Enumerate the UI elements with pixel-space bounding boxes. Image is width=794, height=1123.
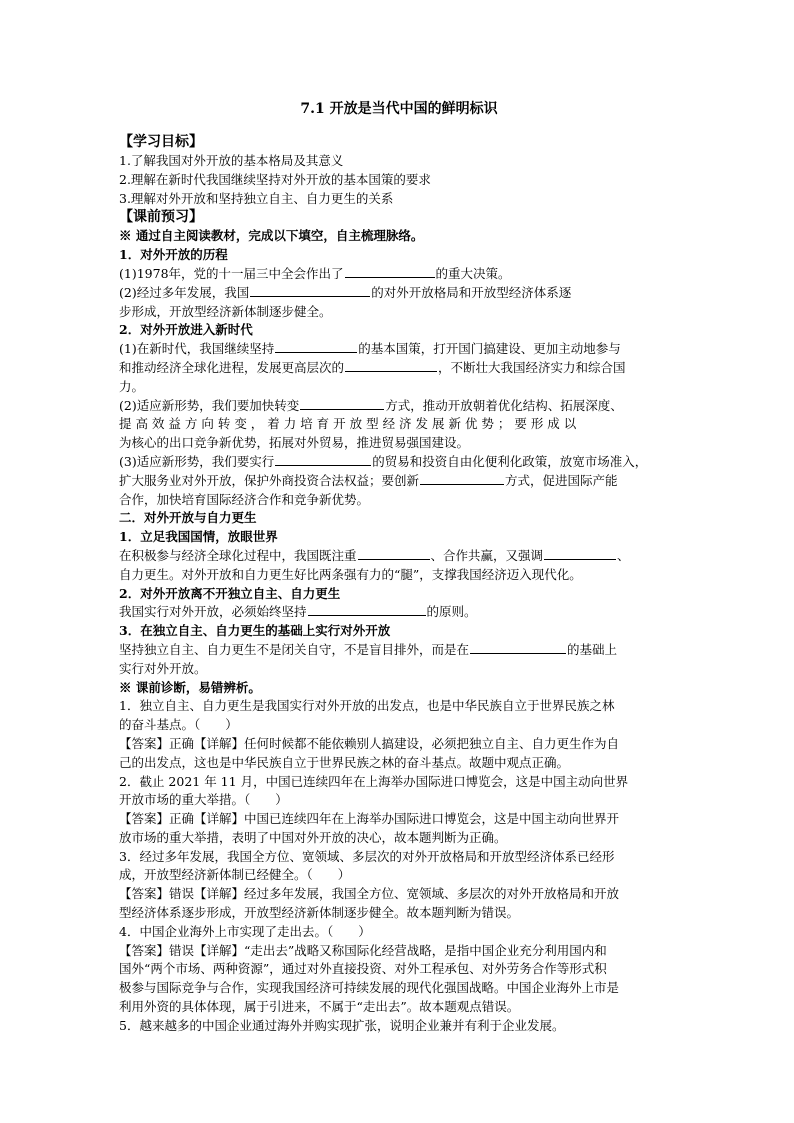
diagnosis-line: 1．独立自主、自力更生是我国实行对外开放的出发点，也是中华民族自立于世界民族之林 — [119, 698, 615, 714]
fill-in-line: 扩大服务业对外开放，保护外商投资合法权益；要创新 方式，促进国际产能 — [119, 472, 618, 488]
preview-intro: ※ 通过自主阅读教材，完成以下填空，自主梳理脉络。 — [119, 228, 424, 244]
objective-item: 3.理解对外开放和坚持独立自主、自力更生的关系 — [119, 190, 394, 206]
answer-blank[interactable] — [275, 340, 357, 353]
section-title: 2．对外开放离不开独立自主、自力更生 — [119, 585, 341, 601]
fill-in-line: 我国实行对外开放，必须始终坚持 的原则。 — [119, 604, 477, 620]
answer-blank[interactable] — [308, 603, 426, 616]
answer-blank[interactable] — [420, 472, 504, 485]
text-line: 合作，加快培育国际经济合作和竞争新优势。 — [119, 491, 370, 507]
diagnosis-line: 成，开放型经济新体制已经健全。（ ） — [119, 867, 351, 883]
diagnosis-line: 【答案】错误【详解】“走出去”战略又称国际化经营战略，是指中国企业充分利用国内和 — [119, 942, 607, 958]
answer-blank[interactable] — [358, 547, 430, 560]
diagnosis-line: 5．越来越多的中国企业通过海外并购实现扩张，说明企业兼并有利于企业发展。 — [119, 1017, 565, 1033]
preview-heading: 【课前预习】 — [119, 209, 203, 226]
section-title: 1．立足我国国情，放眼世界 — [119, 529, 278, 545]
diagnosis-line: 国外“两个市场、两种资源”，通过对外直接投资、对外工程承包、对外劳务合作等形式积 — [119, 961, 607, 977]
fill-in-line: 坚持独立自主、自力更生不是闭关自守，不是盲目排外，而是在 的基础上 — [119, 641, 618, 657]
answer-blank[interactable] — [300, 397, 384, 410]
text-line: 为核心的出口竞争新优势，拓展对外贸易，推进贸易强国建设。 — [119, 435, 470, 451]
diagnosis-heading: ※ 课前诊断，易错辨析。 — [119, 679, 261, 695]
answer-blank[interactable] — [275, 453, 371, 466]
fill-in-line: (2)适应新形势，我们要加快转变 方式，推动开放朝着优化结构、拓展深度、 — [119, 397, 623, 413]
text-line: 力。 — [119, 378, 145, 394]
objectives-heading: 【学习目标】 — [119, 134, 203, 150]
diagnosis-line: 开放市场的重大举措。（ ） — [119, 792, 288, 808]
diagnosis-line: 3．经过多年发展，我国全方位、宽领域、多层次的对外开放格局和开放型经济体系已经形 — [119, 848, 615, 864]
diagnosis-line: 【答案】正确【详解】中国已连续四年在上海举办国际进口博览会，这是中国主动向世界开 — [119, 811, 620, 827]
diagnosis-line: 利用外资的具体体现，属于引进来，不属于“走出去”。故本题观点错误。 — [119, 999, 520, 1015]
section-title: 1．对外开放的历程 — [119, 247, 228, 263]
diagnosis-line: 【答案】正确【详解】任何时候都不能依赖别人搞建设，必须把独立自主、自力更生作为自 — [119, 735, 620, 751]
page-title: 7.1 开放是当代中国的鲜明标识 — [300, 101, 498, 117]
fill-in-line: (1)1978年，党的十一届三中全会作出了 的重大决策。 — [119, 265, 511, 281]
objective-item: 1.了解我国对外开放的基本格局及其意义 — [119, 153, 344, 168]
answer-blank[interactable] — [345, 359, 437, 372]
diagnosis-line: 放市场的重大举措，表明了中国对外开放的决心，故本题判断为正确。 — [119, 829, 507, 845]
text-line: 自力更生。对外开放和自力更生好比两条强有力的“腿”，支撑我国经济迈入现代化。 — [119, 566, 582, 582]
fill-in-line: 和推动经济全球化进程，发展更高层次的 ，不断壮大我国经济实力和综合国 — [119, 359, 626, 375]
text-line: 提 高 效 益 方 向 转 变 ， 着 力 培 育 开 放 型 经 济 发 展 新 优 势 ； 要 形 成 以 — [119, 416, 577, 432]
answer-blank[interactable] — [250, 284, 370, 297]
fill-in-line: (2)经过多年发展，我国 的对外开放格局和开放型经济体系逐 — [119, 284, 572, 300]
answer-blank[interactable] — [470, 641, 566, 654]
document-content — [119, 99, 679, 1036]
diagnosis-line: 【答案】错误【详解】经过多年发展，我国全方位、宽领域、多层次的对外开放格局和开放 — [119, 886, 620, 902]
diagnosis-line: 的奋斗基点。（ ） — [119, 717, 238, 733]
answer-blank[interactable] — [345, 265, 435, 278]
diagnosis-line: 己的出发点，这也是中华民族自立于世界民族之林的奋斗基点。故题中观点正确。 — [119, 754, 570, 770]
diagnosis-line: 2．截止 2021 年 11 月，中国已连续四年在上海举办国际进口博览会，这是中国主动向世界 — [119, 773, 629, 789]
fill-in-line: (3)适应新形势，我们要实行 的贸易和投资自由化便利化政策，放宽市场准入， — [119, 453, 648, 469]
objective-item: 2.理解在新时代我国继续坚持对外开放的基本国策的要求 — [119, 171, 431, 187]
text-line: 实行对外开放。 — [119, 660, 207, 676]
section-title: 二．对外开放与自力更生 — [119, 510, 257, 526]
diagnosis-line: 型经济体系逐步形成，开放型经济新体制逐步健全。故本题判断为错误。 — [119, 905, 520, 921]
fill-in-line: 在积极参与经济全球化过程中，我国既注重 、合作共赢，又强调 、 — [119, 547, 630, 563]
section-title: 3．在独立自主、自力更生的基础上实行对外开放 — [119, 623, 391, 639]
text-line: 步形成，开放型经济新体制逐步健全。 — [119, 303, 332, 319]
diagnosis-line: 4．中国企业海外上市实现了走出去。（ ） — [119, 923, 371, 939]
fill-in-line: (1)在新时代，我国继续坚持 的基本国策，打开国门搞建设、更加主动地参与 — [119, 341, 621, 357]
diagnosis-line: 极参与国际竞争与合作，实现我国经济可持续发展的现代化强国战略。中国企业海外上市是 — [119, 980, 620, 996]
section-title: 2．对外开放进入新时代 — [119, 322, 253, 338]
answer-blank[interactable] — [544, 547, 616, 560]
